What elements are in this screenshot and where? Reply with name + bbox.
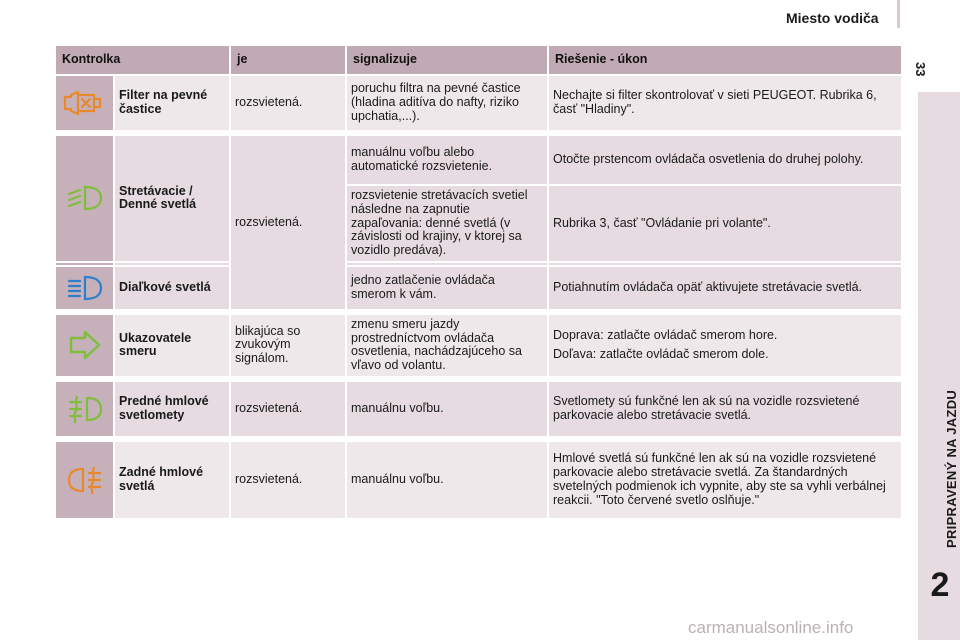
indicator-signal: rozsvietenie stretávacích svetiel následne na zapnutie zapaľovania: denné svetlá (v závislosti od krajiny, v ktorej sa vozidlo predáva). xyxy=(347,186,549,263)
indicator-signal: manuálnu voľbu. xyxy=(347,382,549,438)
column-header-signal: signalizuje xyxy=(347,46,549,76)
watermark: carmanualsonline.info xyxy=(688,618,854,637)
page-header-title: Miesto vodiča xyxy=(786,10,879,26)
indicator-signal: manuálnu voľbu. xyxy=(347,442,549,520)
rear-fog-icon xyxy=(56,442,115,520)
table-row xyxy=(56,76,903,132)
indicator-signal: jedno zatlačenie ovládača smerom k vám. xyxy=(347,267,549,311)
front-fog-icon xyxy=(56,382,115,438)
indicator-name: Filter na pevné častice xyxy=(115,76,231,132)
indicator-name: Zadné hmlové svetlá xyxy=(115,442,231,520)
table-header-row xyxy=(56,46,903,76)
indicator-state: rozsvietená. xyxy=(231,76,347,132)
page-number: 33 xyxy=(913,62,928,77)
indicator-solution: Nechajte si filter skontrolovať v sieti PEUGEOT. Rubrika 6, časť "Hladiny". xyxy=(549,76,903,132)
table-row xyxy=(56,442,903,520)
table-row xyxy=(56,315,903,378)
indicator-signal: poruchu filtra na pevné častice (hladina aditíva do nafty, riziko upchatia,...). xyxy=(347,76,549,132)
chapter-number: 2 xyxy=(930,566,950,604)
main-beam-icon xyxy=(56,267,115,311)
indicator-signal: zmenu smeru jazdy prostredníctvom ovládača osvetlenia, nachádzajúceho sa vľavo od volantu. xyxy=(347,315,549,378)
chapter-title: PRIPRAVENÝ NA JAZDU xyxy=(944,389,959,548)
indicator-signal: manuálnu voľbu alebo automatické rozsvietenie. xyxy=(347,136,549,186)
indicator-state: rozsvietená. xyxy=(231,382,347,438)
direction-indicator-icon xyxy=(56,315,115,378)
indicator-state: blikajúca so zvukovým signálom. xyxy=(231,315,347,378)
indicator-solution xyxy=(549,315,903,378)
particle-filter-icon xyxy=(56,76,115,132)
column-header-solution: Riešenie - úkon xyxy=(549,46,903,76)
warning-lights-table xyxy=(56,46,903,520)
dipped-beam-icon xyxy=(56,136,115,263)
indicator-solution: Rubrika 3, časť "Ovládanie pri volante". xyxy=(549,186,903,263)
indicator-solution: Potiahnutím ovládača opäť aktivujete stretávacie svetlá. xyxy=(549,267,903,311)
table-row xyxy=(56,136,903,186)
column-header-indicator: Kontrolka xyxy=(56,46,231,76)
indicator-name: Ukazovatele smeru xyxy=(115,315,231,378)
table-row xyxy=(56,267,903,311)
solution-line: Doprava: zatlačte ovládač smerom hore. xyxy=(553,327,778,342)
indicator-name: Predné hmlové svetlomety xyxy=(115,382,231,438)
header-rule xyxy=(897,0,900,28)
column-header-state: je xyxy=(231,46,347,76)
indicator-name: Diaľkové svetlá xyxy=(115,267,231,311)
indicator-solution: Otočte prstencom ovládača osvetlenia do druhej polohy. xyxy=(549,136,903,186)
table-row xyxy=(56,382,903,438)
indicator-solution: Svetlomety sú funkčné len ak sú na vozidle rozsvietené parkovacie alebo stretávacie svetlá. xyxy=(549,382,903,438)
indicator-solution: Hmlové svetlá sú funkčné len ak sú na vozidle rozsvietené parkovacie alebo stretávacie svetlá. Za štandardných svetelných podmienok ich vypnite, aby ste sa vyhli verbálnej reakcii. "Toto červené svetlo oslňuje." xyxy=(549,442,903,520)
indicator-state: rozsvietená. xyxy=(231,136,347,311)
indicator-state: rozsvietená. xyxy=(231,442,347,520)
chapter-side-band xyxy=(918,92,960,640)
solution-line: Doľava: zatlačte ovládač smerom dole. xyxy=(553,347,769,362)
indicator-name: Stretávacie / Denné svetlá xyxy=(115,136,231,263)
